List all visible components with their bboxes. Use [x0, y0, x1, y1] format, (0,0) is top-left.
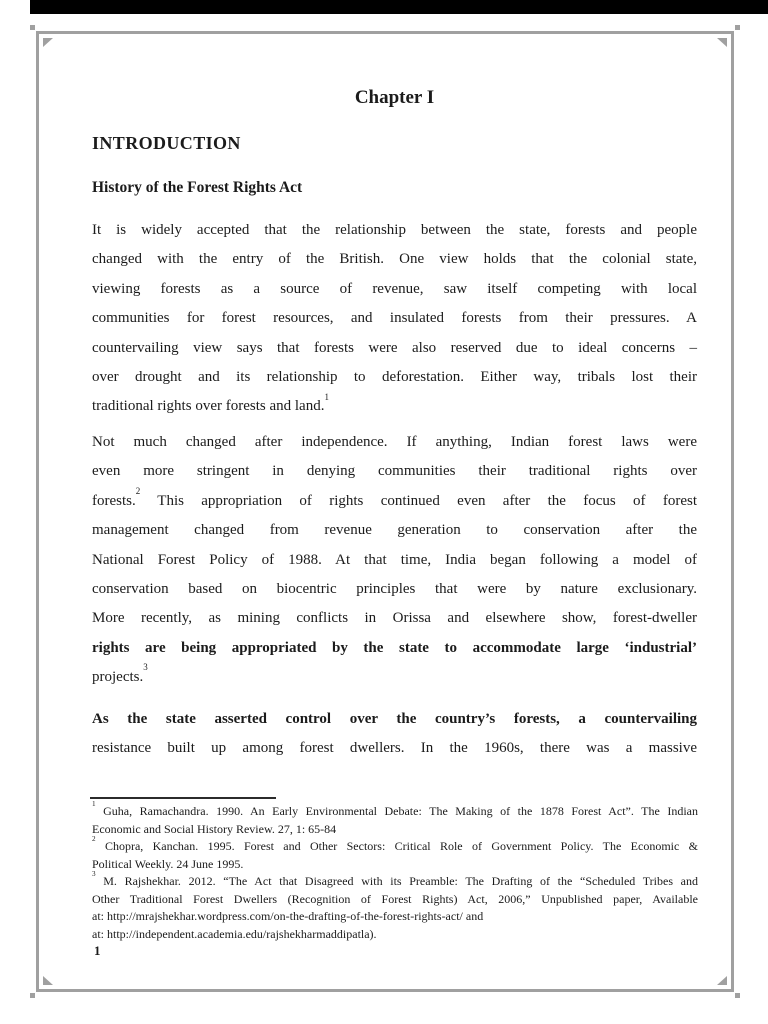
text-segment: resistance built up among forest dwellers. In the 1960s, there was a massive: [92, 740, 697, 757]
document-page: [36, 31, 734, 992]
footnote-line: [92, 908, 698, 926]
corner-fold-icon: [717, 976, 727, 985]
text-segment: management changed from revenue generation to conservation after the: [92, 522, 697, 539]
text-segment: even more stringent in denying communities their traditional rights over: [92, 463, 697, 480]
corner-fold-icon: [43, 976, 53, 985]
text-segment: Economic and Social History Review. 27, 1: 65-84: [92, 821, 337, 836]
paragraph-line: [92, 428, 697, 457]
paragraph-line: [92, 216, 697, 245]
footnotes-block: [92, 800, 698, 943]
text-segment: M. Rajshekhar. 2012. “The Act that Disagreed with its Preamble: The Drafting of the “Scheduled Tribes and: [95, 874, 698, 888]
paragraph-line: [92, 275, 697, 304]
paragraph-line: [92, 705, 697, 734]
text-segment: This appropriation of rights continued even after the focus of forest: [140, 492, 697, 509]
corner-notch-top-left: [30, 25, 35, 30]
text-segment: viewing forests as a source of revenue, saw itself competing with local: [92, 280, 697, 297]
text-segment: National Forest Policy of 1988. At that time, India began following a model of: [92, 551, 697, 568]
footnote-line: [92, 891, 698, 909]
text-segment: projects.: [92, 669, 144, 686]
footnote-reference: 1: [92, 800, 96, 809]
paragraph-line: [92, 334, 697, 363]
text-segment: countervailing view says that forests were also reserved due to ideal concerns –: [92, 339, 697, 356]
text-segment: changed with the entry of the British. One view holds that the colonial state,: [92, 251, 697, 268]
corner-notch-bottom-left: [30, 993, 35, 998]
footnote-line: [92, 870, 698, 891]
section-heading: INTRODUCTION: [92, 133, 241, 153]
footnote-separator: [90, 797, 276, 799]
paragraph-line: [92, 245, 697, 274]
text-segment: It is widely accepted that the relationship between the state, forests and people: [92, 222, 697, 238]
paragraph-line: [92, 734, 697, 763]
body-paragraph: [92, 705, 697, 764]
corner-notch-top-right: [735, 25, 740, 30]
body-paragraph: [92, 428, 697, 693]
text-segment: rights are being appropriated by the state to accommodate large ‘industrial’: [92, 639, 697, 656]
text-segment: Guha, Ramachandra. 1990. An Early Environmental Debate: The Making of the 1878 Forest Act”. The Indian: [95, 804, 698, 818]
text-segment: over drought and its relationship to deforestation. Either way, tribals lost their: [92, 369, 697, 386]
footnote: [92, 870, 698, 943]
footnote-line: [92, 821, 698, 839]
text-segment: Political Weekly. 24 June 1995.: [92, 856, 244, 871]
corner-fold-icon: [43, 38, 53, 47]
text-segment: conservation based on biocentric principles that were by nature exclusionary.: [92, 581, 697, 598]
page-number: 1: [94, 943, 101, 958]
chapter-title: Chapter I: [354, 87, 435, 108]
viewer-top-bar: [30, 0, 768, 14]
paragraph-line: [92, 487, 697, 516]
text-segment: communities for forest resources, and insulated forests from their pressures. A: [92, 310, 697, 327]
paragraph-line: [92, 516, 697, 545]
text-segment: Other Traditional Forest Dwellers (Recognition of Forest Rights) Act, 2006,” Unpublished paper, Available: [92, 891, 698, 906]
text-segment: forests.: [92, 492, 136, 509]
paragraph-line: [92, 304, 697, 333]
footnote-line: [92, 856, 698, 874]
footnote: [92, 835, 698, 873]
footnote-reference: 1: [324, 391, 329, 402]
text-segment: Chopra, Kanchan. 1995. Forest and Other Sectors: Critical Role of Government Policy. The Economic &: [95, 839, 698, 853]
paragraph-line: [92, 575, 697, 604]
corner-notch-bottom-right: [735, 993, 740, 998]
text-segment: at: http://independent.academia.edu/rajshekharmaddipatla).: [92, 926, 377, 941]
paragraph-line: [92, 546, 697, 575]
paragraph-line: [92, 634, 697, 663]
footnote-reference: 3: [92, 870, 96, 879]
body-paragraph: [92, 216, 697, 422]
paragraph-line: [92, 363, 697, 392]
footnote-reference: 3: [143, 662, 148, 673]
text-segment: traditional rights over forests and land.: [92, 398, 325, 415]
footnote-line: [92, 800, 698, 821]
paragraph-line: [92, 663, 697, 692]
paragraph-line: [92, 392, 697, 421]
text-segment: As the state asserted control over the country’s forests, a countervailing: [92, 711, 697, 727]
corner-fold-icon: [717, 38, 727, 47]
footnote-reference: 2: [92, 835, 96, 844]
text-segment: More recently, as mining conflicts in Orissa and elsewhere show, forest-dweller: [92, 610, 697, 627]
text-segment: Not much changed after independence. If anything, Indian forest laws were: [92, 434, 697, 450]
paragraph-line: [92, 604, 697, 633]
subsection-heading: History of the Forest Rights Act: [92, 179, 303, 196]
text-segment: at: http://mrajshekhar.wordpress.com/on-the-drafting-of-the-forest-rights-act/ and: [92, 909, 484, 923]
footnote-line: [92, 835, 698, 856]
footnote-line: [92, 926, 698, 944]
paragraph-line: [92, 457, 697, 486]
footnote-reference: 2: [135, 485, 141, 496]
footnote: [92, 800, 698, 838]
